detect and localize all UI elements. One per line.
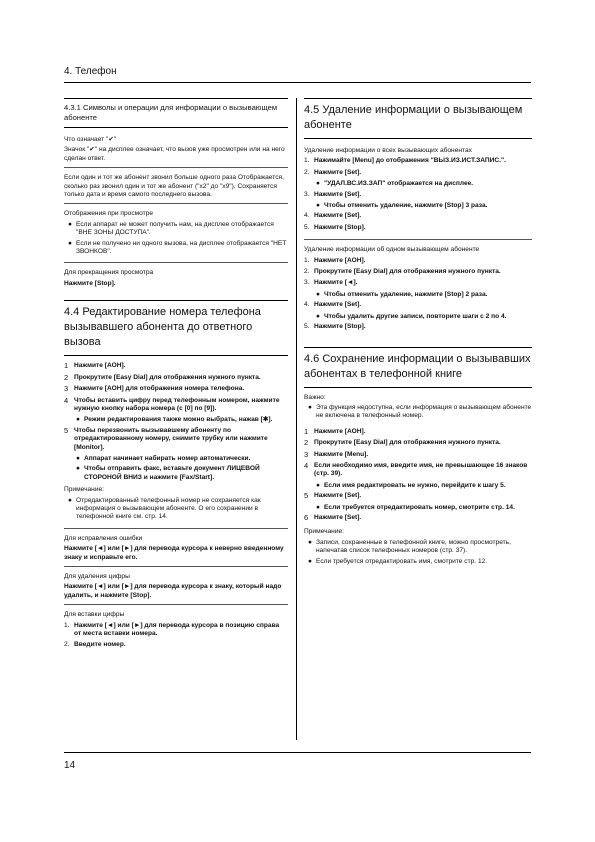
repeat-call-text: Если один и тот же абонент звонил больше одного раза Отображается, сколько раз звонил один и тот же абонент ("х2" до "х9"). Сохраняется только дата и время самого последнего вызова. [64,174,284,199]
step: 2. Прокрутите [Easy Dial] для отображения нужного пункта. [304,268,501,276]
important-label: Важно: [304,393,326,401]
section-4-4-title: 4.4 Редактирование номера телефона вызывавшего абонента до ответного вызова [64,300,288,356]
review-display-block [64,208,288,263]
section-4-3-1-title: 4.3.1 Символы и операции для информации о вызывающем абоненте [64,98,288,128]
note-block [64,484,288,529]
list-item: ● Если не получено ни одного вызова, на дисплее отображается "НЕТ ЗВОНКОВ". [68,239,287,256]
header-rule [64,82,531,83]
list-item: ● Если аппарат не может получить нам, на дисплее отображается "ВНЕ ЗОНЫ ДОСТУПА". [68,220,274,237]
step: 4. Нажмите [Set]. [304,301,362,309]
step: 2 Прокрутите [Easy Dial] для отображения нужного пункта. [304,438,501,448]
step-note: ● Режим редактирования также можно выбрать, нажав [✱]. [76,416,273,424]
delete-one-block [304,244,532,338]
fix-error-label: Для исправления ошибки [64,534,143,542]
step-note: ● Чтобы отменить удаление, нажмите [Stop] 3 раза. [316,202,488,210]
step: 3 Нажмите [Menu]. [304,449,369,459]
step: 3. Нажмите [◄]. [304,279,358,287]
step: 5. Нажмите [Stop]. [304,223,366,231]
step: 5 Нажмите [Set]. [304,491,362,501]
note-label: Примечание: [304,528,344,536]
insert-digit-block [64,609,288,657]
repeat-call-block [64,172,288,204]
step-note: ● Чтобы отправить факс, вставьте документ ЛИЦЕВОЙ СТОРОНОЙ ВНИЗ и нажмите [Fax/Start]. [76,465,260,481]
stop-review-block [64,267,288,292]
list-item: ● Записи, сохраненные в телефонной книге, можно просмотреть, напечатав список телефонных номеров (стр. 37). [308,538,511,555]
step: 5. Нажмите [Stop]. [304,323,366,331]
section-4-6-title: 4.6 Сохранение информации о вызывавших абонентах в телефонной книге [304,347,532,388]
step-note: ● "УДАЛ.ВС.ИЗ.ЗАП" отображается на дисплее. [316,180,474,188]
insert-digit-label: Для вставки цифры [64,611,125,619]
list-item: ● Если требуется отредактировать имя, смотрите стр. 12. [308,557,488,565]
review-display-label: Отображения при просмотре [64,210,154,218]
page-number: 14 [64,760,76,771]
step: 2 Прокрутите [Easy Dial] для отображения нужного пункта. [64,372,261,382]
list-item: ● Отредактированный телефонный номер не сохраняется как информация о вызывающем абоненте. О его сохранении в телефонной книге см. стр. 14. [68,496,261,521]
step: 6 Нажмите [Set]. [304,512,362,522]
section-4-5-title: 4.5 Удаление информации о вызывающем абоненте [304,98,532,139]
fix-error-text: Нажмите [◄] или [►] для перевода курсора к неверно введенному знаку и исправьте его. [64,545,284,561]
step: 1 Нажмите [АОН]. [64,361,126,371]
step: 3. Нажмите [Set]. [304,190,362,198]
list-item: ● Эта функция недоступна, если информация о вызывающем абоненте не включена в телефонный номер. [308,403,532,420]
delete-digit-block [64,571,288,605]
step: 5 Чтобы перезвонить вызывавшему абоненту по отредактированному номеру, снимите трубку или нажмите [Monitor]. [64,425,268,451]
step: 4 Если необходимо имя, введите имя, не превышающее 16 знаков (стр. 39). [304,460,528,478]
check-mark-label: Что означает "✔" [64,136,117,143]
step: 1. Нажимайте [Menu] до отображения "ВЫЗ.ИЗ.ИСТ.ЗАПИС.". [304,157,506,165]
delete-all-block [304,145,532,240]
step: 1. Нажмите [◄] или [►] для перевода курсора в позицию справа от места вставки номера. [64,621,280,638]
check-mark-block [64,134,288,168]
step: 3 Нажмите [АОН] для отображения номера телефона. [64,384,245,394]
section-header: 4. Телефон [64,66,117,77]
step-note: ● Если требуется отредактировать номер, смотрите стр. 14. [316,503,515,511]
step: 1. Нажмите [АОН]. [304,256,366,264]
stop-review-text: Нажмите [Stop]. [64,279,116,287]
delete-digit-label: Для удаления цифры [64,573,130,580]
step: 2. Нажмите [Set]. [304,168,362,176]
step-note: ● Чтобы удалить другие записи, повторите шаги с 2 по 4. [316,312,507,320]
note-label: Примечание: [64,486,104,494]
step: 4. Нажмите [Set]. [304,212,362,220]
stop-review-label: Для прекращения просмотра [64,269,154,277]
step: 1 Нажмите [АОН]. [304,426,366,436]
left-column [64,98,288,661]
delete-one-label: Удаление информации об одном вызывающем абоненте [304,246,480,254]
footer-rule [64,752,531,753]
delete-all-label: Удаление информации о всех вызывающих абонентах [304,147,472,154]
check-mark-text: Значок "✔" на дисплее означает, что вызов уже просмотрен или на него сделан ответ. [64,146,285,162]
step: 4 Чтобы вставить цифру перед телефонным номером, нажмите нужную кнопку набора номера (с [0] по [9]). [64,395,280,412]
fix-error-block [64,533,288,567]
step-note: ● Если имя редактировать не нужно, перейдите к шагу 5. [316,481,506,489]
delete-digit-text: Нажмите [◄] или [►] для перевода курсора к знаку, который надо удалить, и нажмите [Stop]. [64,583,282,599]
step-note: ● Аппарат начинает набирать номер автоматически. [76,454,251,462]
column-divider [296,98,297,740]
right-column [304,98,532,568]
step-note: ● Чтобы отменить удаление, нажмите [Stop] 2 раза. [316,290,488,298]
step: 2. Введите номер. [64,641,126,649]
